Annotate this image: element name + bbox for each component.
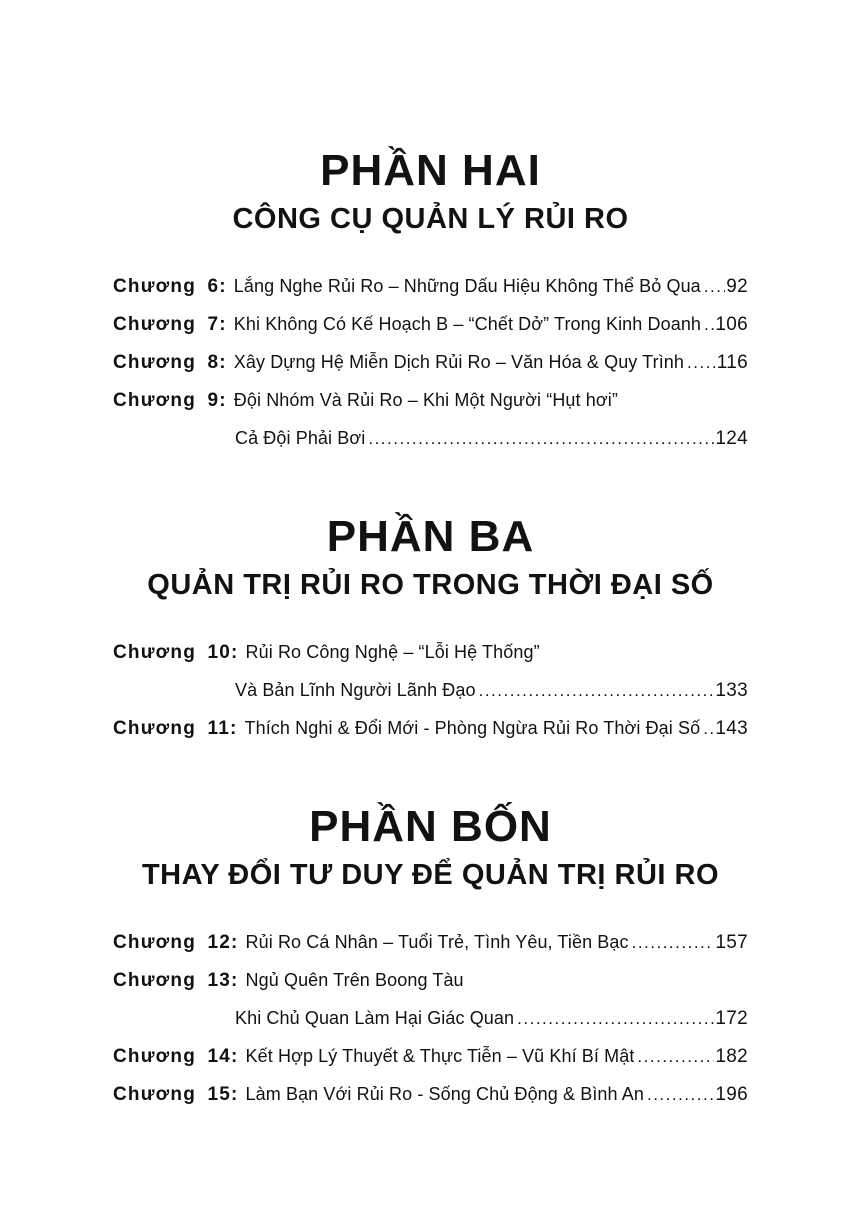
toc-entry-line <box>113 428 748 466</box>
chapter-list <box>113 932 748 1122</box>
toc-entry-line <box>113 390 748 428</box>
chapter-title-text: Thích Nghi & Đổi Mới - Phòng Ngừa Rủi Ro Thời Đại Số <box>244 718 701 738</box>
chapter-label: Chương 13: <box>113 970 239 991</box>
toc-entry-line <box>113 1046 748 1084</box>
dot-leader <box>517 1008 714 1029</box>
chapter-title-text: Làm Bạn Với Rủi Ro - Sống Chủ Động & Bình An <box>245 1084 644 1104</box>
page-number: 116 <box>716 352 748 373</box>
part-section <box>113 514 748 756</box>
page-number: 196 <box>715 1084 748 1105</box>
page-number: 106 <box>715 314 748 335</box>
toc-entry-line <box>113 970 748 1008</box>
toc-entry-line <box>113 718 748 756</box>
chapter-list <box>113 276 748 466</box>
page-number: 172 <box>715 1008 748 1029</box>
chapter-title-text: Rủi Ro Công Nghệ – “Lỗi Hệ Thống” <box>245 642 540 662</box>
part-title: PHẦN BỐN <box>309 802 552 851</box>
chapter-title-text: Đội Nhóm Và Rủi Ro – Khi Một Người “Hụt hơi” <box>233 390 618 410</box>
page-number: 157 <box>715 932 748 953</box>
chapter-title-text: Khi Chủ Quan Làm Hại Giác Quan <box>235 1008 515 1028</box>
chapter-title-text: Kết Hợp Lý Thuyết & Thực Tiễn – Vũ Khí Bí Mật <box>245 1046 635 1066</box>
chapter-label: Chương 7: <box>113 314 227 335</box>
chapter-label: Chương 9: <box>113 390 227 411</box>
dot-leader <box>704 276 725 297</box>
toc-entry-line <box>113 642 748 680</box>
part-subtitle: THAY ĐỔI TƯ DUY ĐỂ QUẢN TRỊ RỦI RO <box>141 859 720 891</box>
toc-entry-line <box>113 352 748 390</box>
part-section <box>113 148 748 466</box>
page-number: 182 <box>715 1046 748 1067</box>
toc-entry-line <box>113 276 748 314</box>
toc-entry-line <box>113 680 748 718</box>
chapter-title-text: Ngủ Quên Trên Boong Tàu <box>245 970 464 990</box>
dot-leader <box>368 428 714 449</box>
chapter-title-text: Xây Dựng Hệ Miễn Dịch Rủi Ro – Văn Hóa & Quy Trình <box>233 352 685 372</box>
chapter-label: Chương 8: <box>113 352 227 373</box>
chapter-label: Chương 11: <box>113 718 238 739</box>
dot-leader <box>703 718 714 739</box>
chapter-list <box>113 642 748 756</box>
toc-sections <box>113 148 748 1122</box>
dot-leader <box>647 1084 714 1105</box>
chapter-label: Chương 12: <box>113 932 239 953</box>
toc-entry-line <box>113 932 748 970</box>
chapter-title-text: Lắng Nghe Rủi Ro – Những Dấu Hiệu Không Thể Bỏ Qua <box>233 276 701 296</box>
part-title: PHẦN HAI <box>320 146 541 195</box>
page-number: 124 <box>715 428 748 449</box>
dot-leader <box>637 1046 714 1067</box>
page-number: 92 <box>726 276 748 297</box>
chapter-title-text: Cả Đội Phải Bơi <box>235 428 366 448</box>
chapter-label: Chương 10: <box>113 642 239 663</box>
dot-leader <box>632 932 715 953</box>
toc-entry-line <box>113 1008 748 1046</box>
chapter-label: Chương 14: <box>113 1046 239 1067</box>
toc-entry-line <box>113 1084 748 1122</box>
dot-leader <box>704 314 714 335</box>
chapter-title-text: Và Bản Lĩnh Người Lãnh Đạo <box>235 680 476 700</box>
chapter-title-text: Khi Không Có Kế Hoạch B – “Chết Dở” Trong Kinh Doanh <box>233 314 702 334</box>
dot-leader <box>687 352 716 373</box>
part-subtitle: QUẢN TRỊ RỦI RO TRONG THỜI ĐẠI SỐ <box>147 569 714 601</box>
chapter-title-text: Rủi Ro Cá Nhân – Tuổi Trẻ, Tình Yêu, Tiền Bạc <box>245 932 629 952</box>
page-number: 143 <box>715 718 748 739</box>
part-section <box>113 804 748 1122</box>
part-title: PHẦN BA <box>326 512 535 561</box>
part-subtitle: CÔNG CỤ QUẢN LÝ RỦI RO <box>232 203 629 235</box>
toc-entry-line <box>113 314 748 352</box>
page-number: 133 <box>715 680 748 701</box>
dot-leader <box>479 680 715 701</box>
chapter-label: Chương 15: <box>113 1084 239 1105</box>
chapter-label: Chương 6: <box>113 276 227 297</box>
